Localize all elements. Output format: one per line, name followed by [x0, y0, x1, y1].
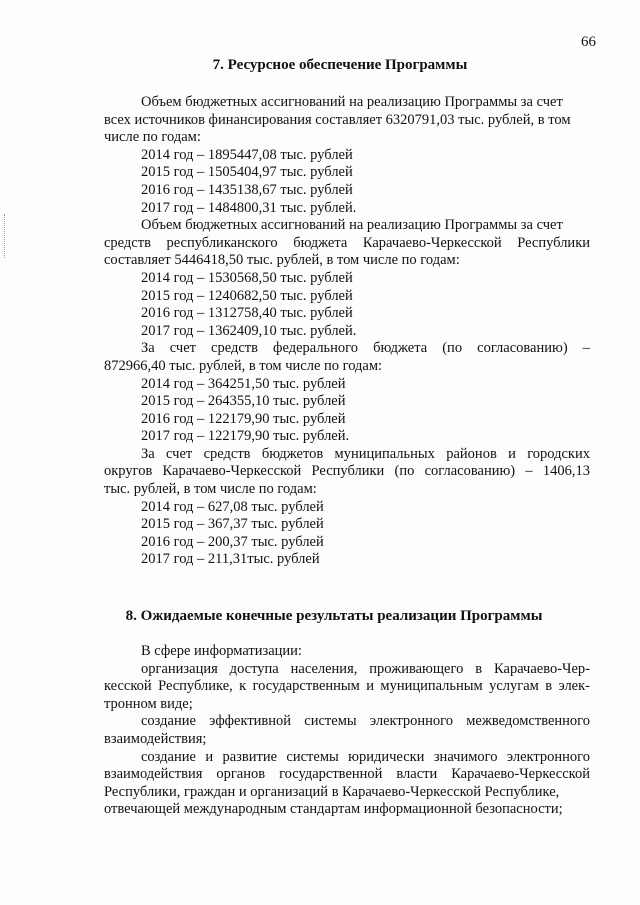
republic-year-2014: 2014 год – 1530568,50 тыс. рублей — [141, 269, 353, 286]
republic-year-2016: 2016 год – 1312758,40 тыс. рублей — [141, 305, 353, 322]
federal-year-2014: 2014 год – 364251,50 тыс. рублей — [141, 375, 346, 392]
page-number: 66 — [581, 34, 596, 50]
total-year-2016: 2016 год – 1435138,67 тыс. рублей — [141, 181, 353, 198]
total-year-2014: 2014 год – 1895447,08 тыс. рублей — [141, 146, 353, 163]
federal-paragraph-line-1: За счет средств федерального бюджета (по согласованию) – — [141, 340, 590, 357]
municipal-paragraph-line-1: За счет средств бюджетов муниципальных районов и городских — [141, 445, 590, 462]
republic-year-2017: 2017 год – 1362409,10 тыс. рублей. — [141, 322, 357, 339]
municipal-paragraph-line-3: тыс. рублей, в том числе по годам: — [104, 481, 317, 498]
result-item-2-line-1: создание эффективной системы электронного межведомственного — [141, 713, 590, 730]
result-item-3-line-1: создание и развитие системы юридически значимого электронного — [141, 748, 590, 765]
total-year-2017: 2017 год – 1484800,31 тыс. рублей. — [141, 199, 357, 216]
section-7-heading: 7. Ресурсное обеспечение Программы — [212, 57, 468, 73]
result-item-3-line-3: Республики, граждан и организаций в Карачаево-Черкесской Республике, — [104, 783, 560, 800]
result-item-1-line-1: организация доступа населения, проживающего в Карачаево-Чер- — [141, 660, 590, 677]
result-item-3-line-2: взаимодействия органов государственной власти Карачаево-Черкесской — [104, 766, 590, 783]
federal-year-2016: 2016 год – 122179,90 тыс. рублей — [141, 410, 346, 427]
municipal-year-2016: 2016 год – 200,37 тыс. рублей — [141, 533, 324, 550]
total-year-2015: 2015 год – 1505404,97 тыс. рублей — [141, 164, 353, 181]
municipal-paragraph-line-2: округов Карачаево-Черкесской Республики (по согласованию) – 1406,13 — [104, 463, 590, 480]
section-8-heading: 8. Ожидаемые конечные результаты реализации Программы — [125, 608, 543, 625]
federal-year-2015: 2015 год – 264355,10 тыс. рублей — [141, 393, 346, 410]
result-item-1-line-3: тронном виде; — [104, 695, 193, 712]
scan-margin-marks — [4, 214, 6, 258]
total-paragraph-line-2: всех источников финансирования составляет 6320791,03 тыс. рублей, в том — [104, 111, 571, 128]
section-8-intro: В сфере информатизации: — [141, 643, 302, 660]
republic-year-2015: 2015 год – 1240682,50 тыс. рублей — [141, 287, 353, 304]
total-paragraph-line-1: Объем бюджетных ассигнований на реализацию Программы за счет — [141, 94, 563, 110]
municipal-year-2014: 2014 год – 627,08 тыс. рублей — [141, 498, 324, 515]
republic-paragraph-line-1: Объем бюджетных ассигнований на реализацию Программы за счет — [141, 217, 563, 234]
municipal-year-2017: 2017 год – 211,31тыс. рублей — [141, 551, 320, 568]
result-item-1-line-2: кесской Республике, к государственным и муниципальным услугам в элек- — [104, 678, 590, 695]
municipal-year-2015: 2015 год – 367,37 тыс. рублей — [141, 516, 324, 533]
result-item-3-line-4: отвечающей международным стандартам информационной безопасности; — [104, 801, 563, 818]
republic-paragraph-line-2: средств республиканского бюджета Карачаево-Черкесской Республики — [104, 234, 590, 251]
document-body — [104, 56, 590, 819]
republic-paragraph-line-3: составляет 5446418,50 тыс. рублей, в том числе по годам: — [104, 252, 460, 269]
federal-paragraph-line-2: 872966,40 тыс. рублей, в том числе по годам: — [104, 357, 383, 374]
total-paragraph-line-3: числе по годам: — [104, 129, 201, 146]
result-item-2-line-2: взаимодействия; — [104, 731, 207, 747]
federal-year-2017: 2017 год – 122179,90 тыс. рублей. — [141, 428, 350, 445]
